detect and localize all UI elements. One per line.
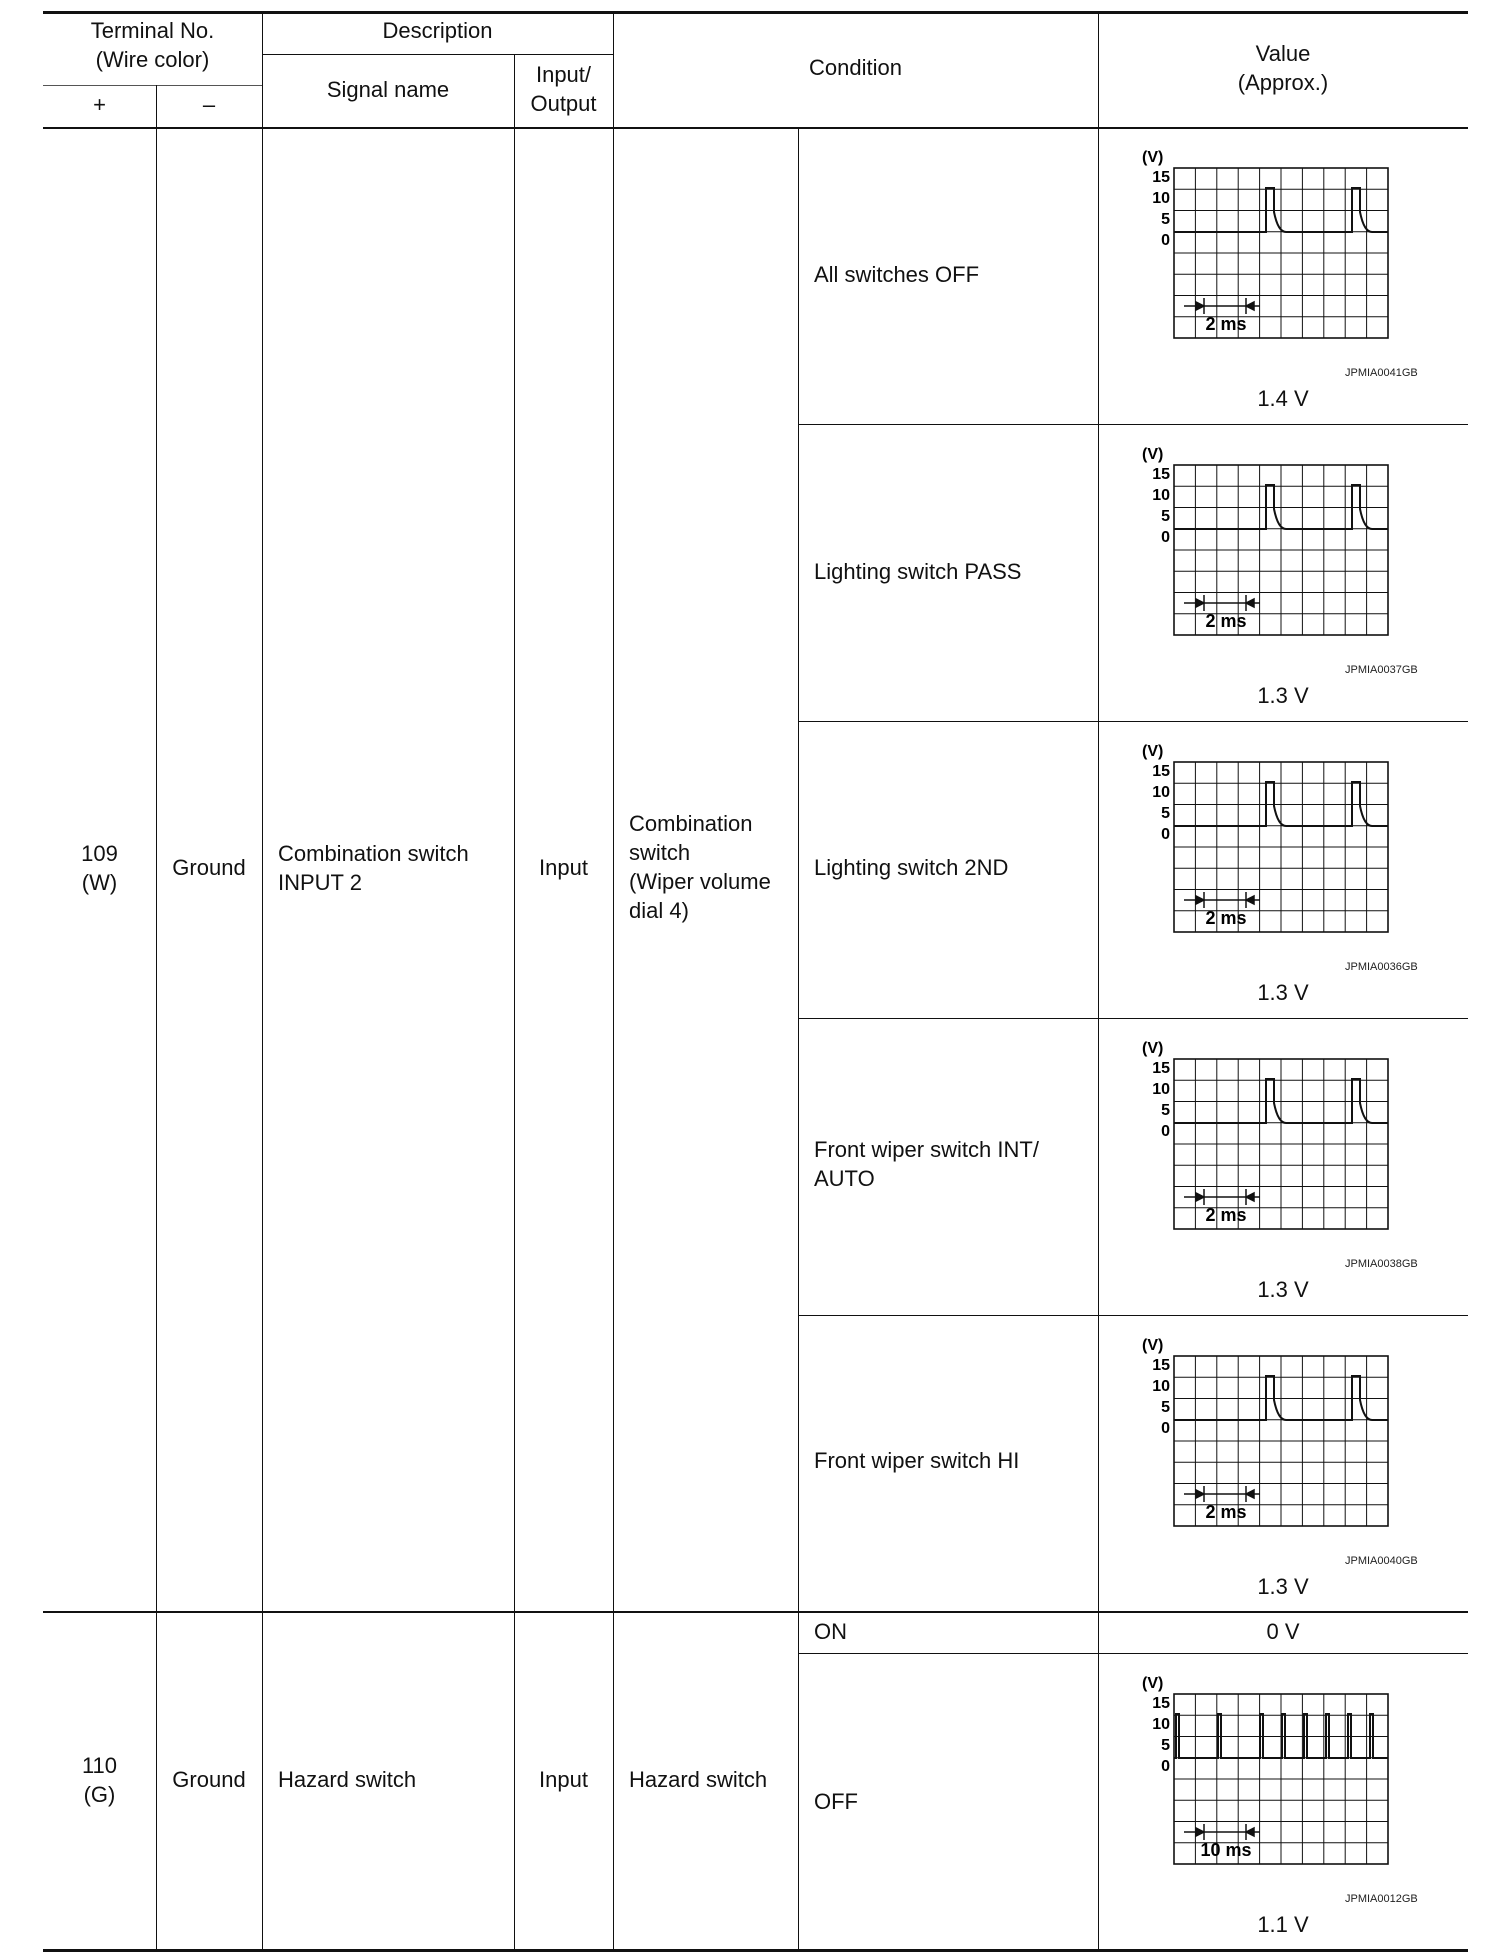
scope-waveform-4 bbox=[1140, 1039, 1390, 1249]
header-value: Value (Approx.) bbox=[1237, 41, 1329, 95]
time-scale-label: 2 ms bbox=[1205, 1205, 1247, 1225]
row110-ground: Ground bbox=[172, 1767, 246, 1792]
axis-unit-label: (V) bbox=[1142, 149, 1164, 166]
rule-row-split bbox=[43, 1611, 1468, 1613]
time-scale-label: 2 ms bbox=[1205, 1502, 1247, 1522]
header-plus: + bbox=[93, 92, 106, 117]
axis-tick-label: 15 bbox=[1152, 763, 1170, 780]
axis-tick-label: 5 bbox=[1161, 1399, 1170, 1416]
header-condition: Condition bbox=[809, 55, 902, 80]
figure-code-5: JPMIA0040GB bbox=[1345, 1555, 1418, 1567]
axis-tick-label: 5 bbox=[1161, 508, 1170, 525]
row109-cond-2: Lighting switch PASS bbox=[814, 559, 1022, 584]
axis-tick-label: 15 bbox=[1152, 466, 1170, 483]
row109-condition-main: Combination switch (Wiper volume dial 4) bbox=[629, 811, 771, 923]
axis-tick-label: 15 bbox=[1152, 1357, 1170, 1374]
time-scale-label: 2 ms bbox=[1205, 908, 1247, 928]
row110-value-on: 0 V bbox=[1266, 1619, 1300, 1644]
time-scale-label: 2 ms bbox=[1205, 314, 1247, 334]
axis-tick-label: 0 bbox=[1161, 826, 1170, 843]
axis-tick-label: 0 bbox=[1161, 529, 1170, 546]
scope-waveform-3 bbox=[1140, 742, 1390, 952]
col-line-plusminus bbox=[156, 85, 157, 1950]
row109-cond-5: Front wiper switch HI bbox=[814, 1448, 1020, 1473]
row110-signal-name: Hazard switch bbox=[278, 1767, 417, 1792]
rule-sub4 bbox=[798, 1315, 1468, 1316]
axis-tick-label: 10 bbox=[1152, 1716, 1170, 1733]
rule-terminal-sub bbox=[43, 85, 262, 86]
figure-code-4: JPMIA0038GB bbox=[1345, 1258, 1418, 1270]
figure-code-hazard: JPMIA0012GB bbox=[1345, 1893, 1418, 1905]
figure-code-3: JPMIA0036GB bbox=[1345, 961, 1418, 973]
row110-terminal: 110 (G) bbox=[81, 1753, 118, 1807]
axis-tick-label: 0 bbox=[1161, 1123, 1170, 1140]
figure-code-1: JPMIA0041GB bbox=[1345, 367, 1418, 379]
header-terminal-no: Terminal No. (Wire color) bbox=[90, 18, 215, 72]
rule-bottom bbox=[43, 1949, 1468, 1952]
scope-waveform-2 bbox=[1140, 445, 1390, 655]
axis-tick-label: 10 bbox=[1152, 784, 1170, 801]
axis-unit-label: (V) bbox=[1142, 1337, 1164, 1354]
row110-io: Input bbox=[539, 1767, 588, 1792]
axis-unit-label: (V) bbox=[1142, 446, 1164, 463]
axis-tick-label: 0 bbox=[1161, 232, 1170, 249]
row110-condition-main: Hazard switch bbox=[629, 1767, 768, 1792]
row110-cond-on: ON bbox=[814, 1619, 847, 1644]
scope-waveform-hazard bbox=[1140, 1674, 1390, 1884]
col-line-4 bbox=[798, 128, 799, 1950]
header-minus: – bbox=[202, 92, 216, 117]
axis-tick-label: 0 bbox=[1161, 1758, 1170, 1775]
header-signal-name: Signal name bbox=[326, 77, 450, 102]
rule-header-bottom bbox=[43, 127, 1468, 129]
row109-terminal: 109 (W) bbox=[81, 841, 118, 895]
axis-tick-label: 15 bbox=[1152, 1060, 1170, 1077]
time-scale-label: 2 ms bbox=[1205, 611, 1247, 631]
rule-top bbox=[43, 11, 1468, 14]
value-3: 1.3 V bbox=[1257, 980, 1309, 1005]
col-line-3 bbox=[613, 13, 614, 1950]
value-5: 1.3 V bbox=[1257, 1574, 1309, 1599]
axis-tick-label: 5 bbox=[1161, 805, 1170, 822]
col-line-1 bbox=[262, 13, 263, 1950]
axis-unit-label: (V) bbox=[1142, 743, 1164, 760]
rule-sub1 bbox=[798, 424, 1468, 425]
axis-tick-label: 10 bbox=[1152, 487, 1170, 504]
axis-tick-label: 10 bbox=[1152, 1081, 1170, 1098]
row109-cond-3: Lighting switch 2ND bbox=[814, 855, 1009, 880]
axis-tick-label: 15 bbox=[1152, 169, 1170, 186]
scope-waveform-5 bbox=[1140, 1336, 1390, 1546]
value-2: 1.3 V bbox=[1257, 683, 1309, 708]
axis-tick-label: 15 bbox=[1152, 1695, 1170, 1712]
scope-waveform-1 bbox=[1140, 148, 1390, 358]
axis-tick-label: 5 bbox=[1161, 211, 1170, 228]
row109-cond-4: Front wiper switch INT/ AUTO bbox=[814, 1137, 1039, 1191]
row110-cond-off: OFF bbox=[814, 1789, 858, 1814]
row109-ground: Ground bbox=[172, 855, 246, 880]
rule-desc-sub bbox=[262, 54, 613, 55]
axis-tick-label: 5 bbox=[1161, 1737, 1170, 1754]
col-line-2 bbox=[514, 54, 515, 1950]
value-4: 1.3 V bbox=[1257, 1277, 1309, 1302]
rule-sub2 bbox=[798, 721, 1468, 722]
rule-sub-on bbox=[798, 1653, 1468, 1654]
axis-tick-label: 10 bbox=[1152, 190, 1170, 207]
row109-io: Input bbox=[539, 855, 588, 880]
value-1: 1.4 V bbox=[1257, 386, 1309, 411]
rule-sub3 bbox=[798, 1018, 1468, 1019]
row109-cond-1: All switches OFF bbox=[814, 262, 980, 287]
time-scale-label: 10 ms bbox=[1200, 1840, 1252, 1860]
header-description: Description bbox=[382, 18, 493, 43]
figure-code-2: JPMIA0037GB bbox=[1345, 664, 1418, 676]
axis-unit-label: (V) bbox=[1142, 1675, 1164, 1692]
row109-signal-name: Combination switch INPUT 2 bbox=[278, 841, 469, 895]
axis-unit-label: (V) bbox=[1142, 1040, 1164, 1057]
axis-tick-label: 0 bbox=[1161, 1420, 1170, 1437]
axis-tick-label: 5 bbox=[1161, 1102, 1170, 1119]
value-hazard: 1.1 V bbox=[1257, 1912, 1309, 1937]
axis-tick-label: 10 bbox=[1152, 1378, 1170, 1395]
header-input-output: Input/ Output bbox=[530, 62, 597, 116]
